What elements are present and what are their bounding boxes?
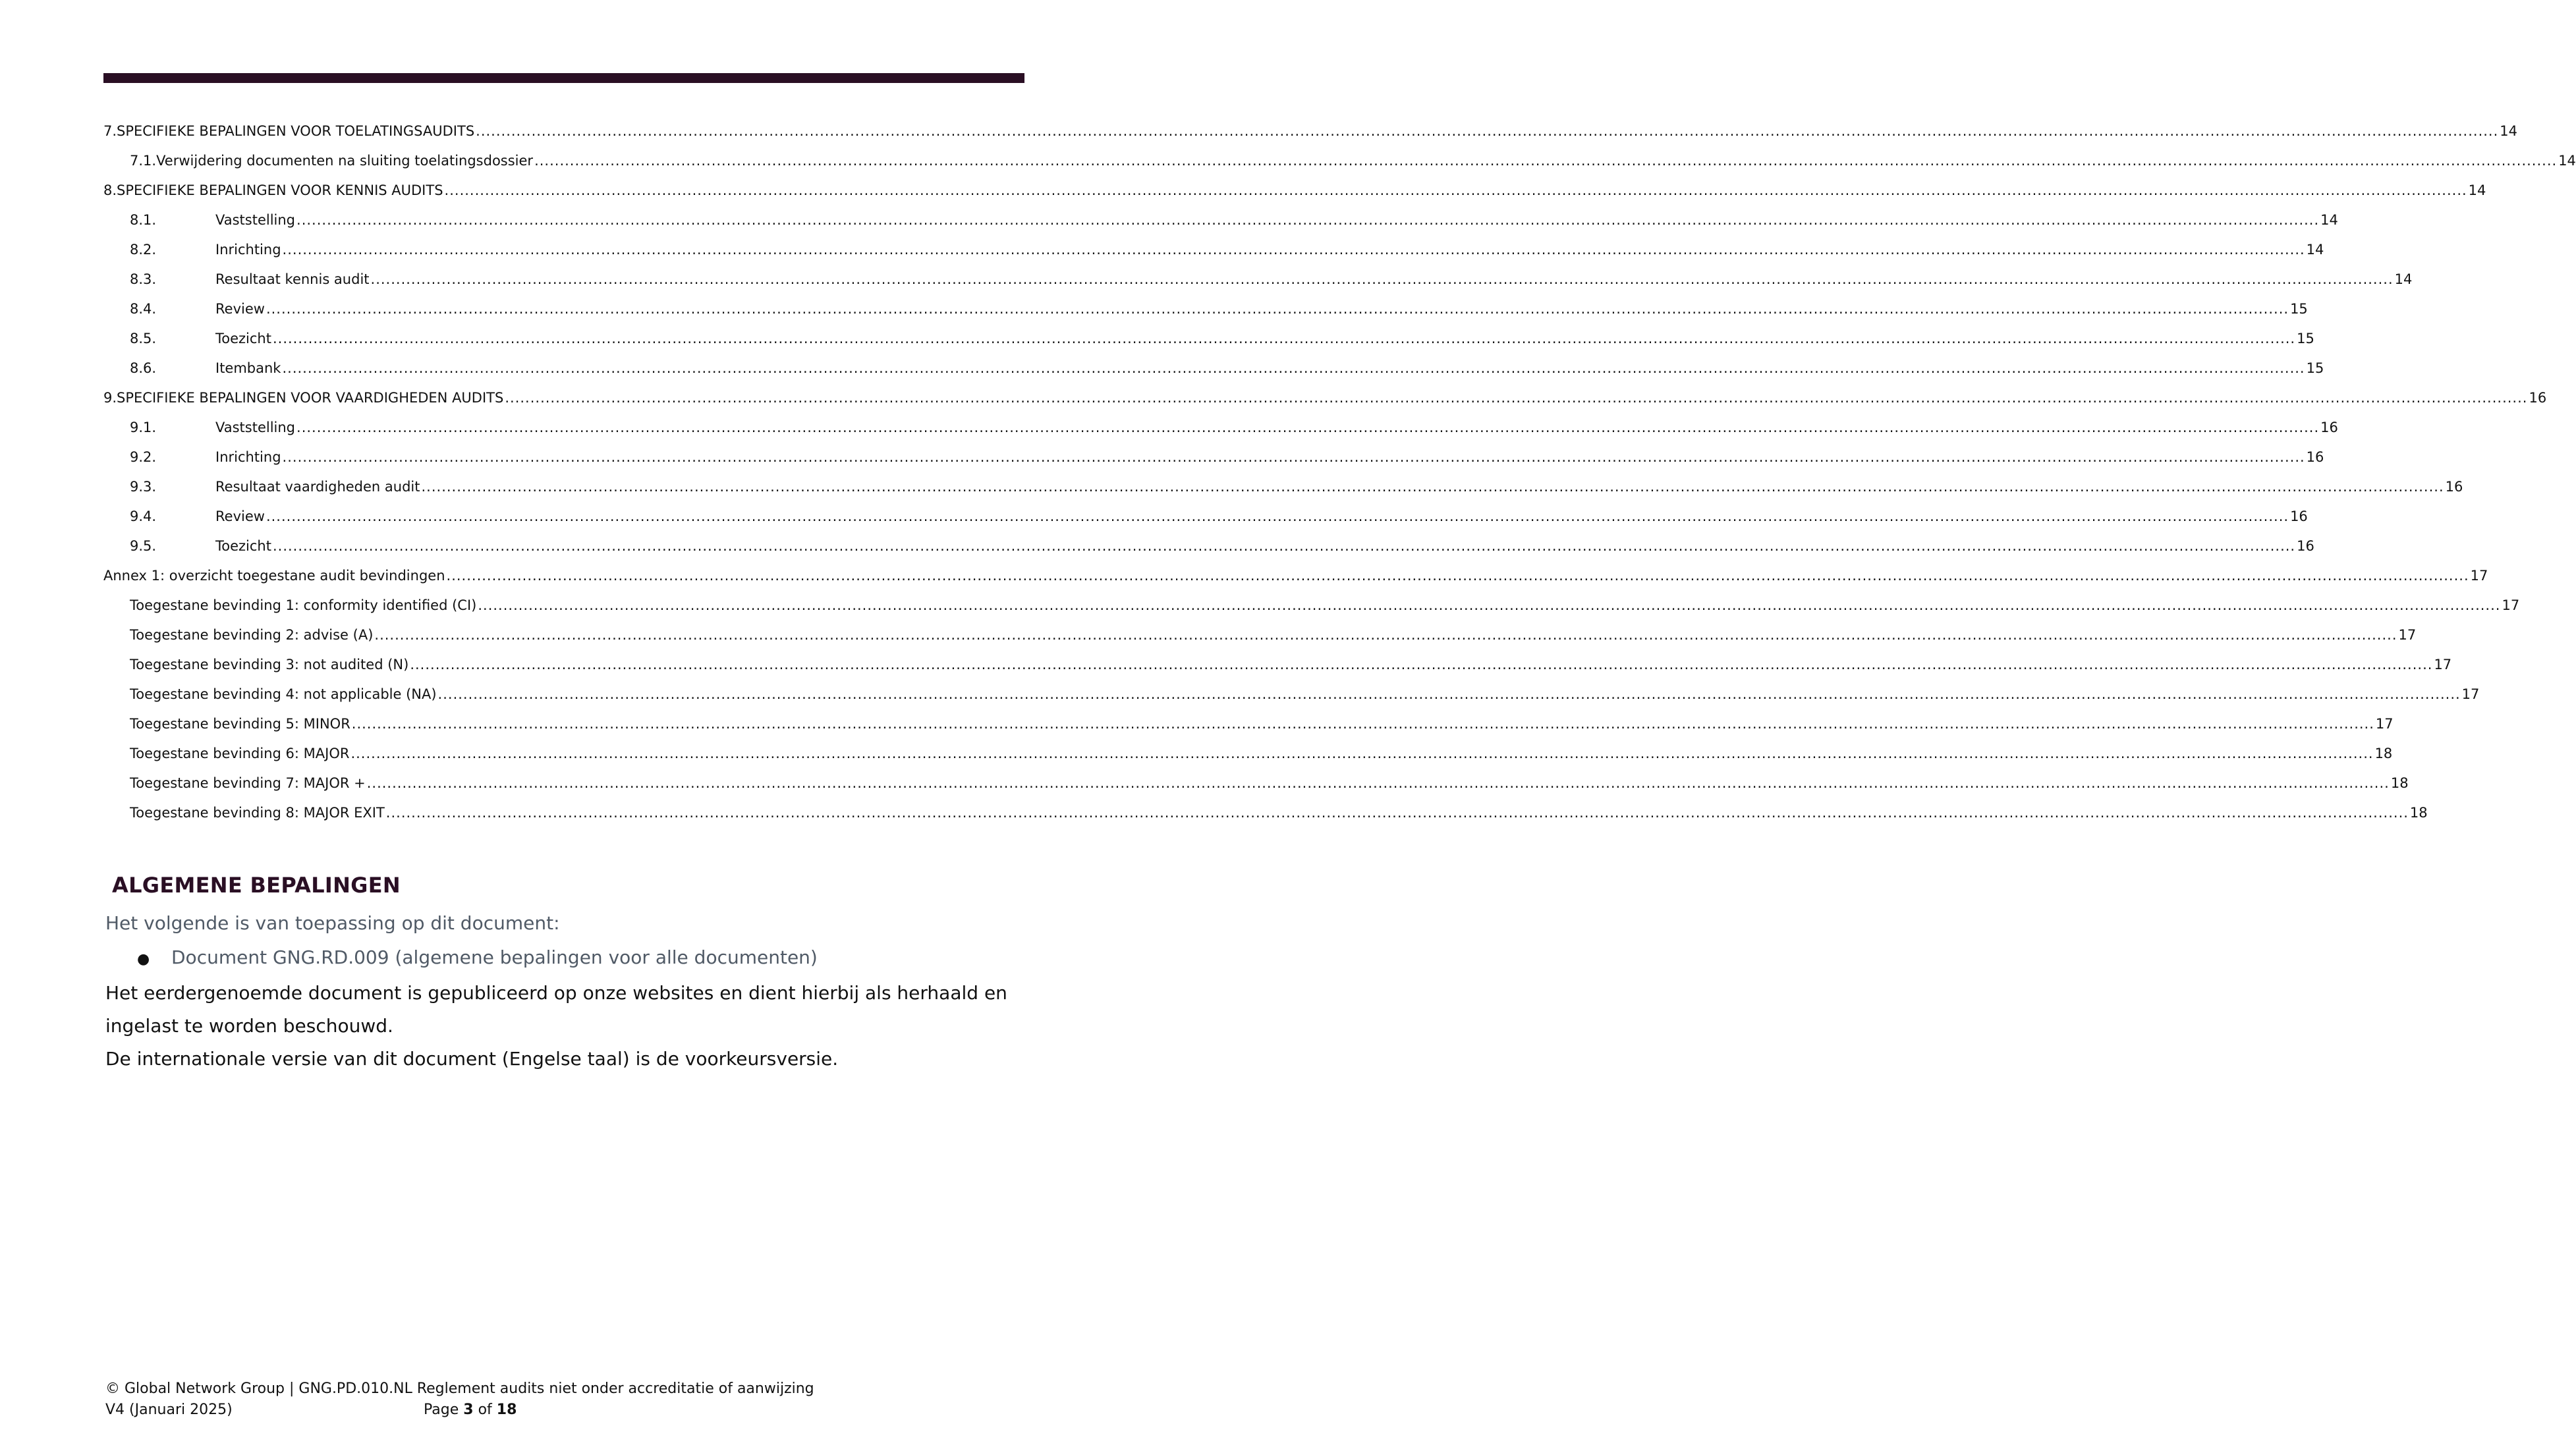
footer xyxy=(105,1379,814,1421)
toc-entry[interactable] xyxy=(103,412,2338,442)
toc-entry[interactable] xyxy=(103,294,2308,323)
toc-leader-dots: ................................................................................................................................................................................................................................................................................................................................................................................................................ xyxy=(366,775,2390,791)
toc-entry[interactable] xyxy=(103,798,2428,827)
toc-entry-page: 18 xyxy=(2374,745,2393,761)
toc-leader-dots: ................................................................................................................................................................................................................................................................................................................................................................................................................ xyxy=(444,182,2467,198)
toc-entry[interactable] xyxy=(103,175,2486,205)
toc-entry[interactable] xyxy=(103,116,2518,146)
toc-entry-page: 18 xyxy=(2409,804,2428,821)
toc-entry-title: Resultaat kennis audit xyxy=(215,271,370,287)
list-item xyxy=(137,946,818,968)
toc-leader-dots: ................................................................................................................................................................................................................................................................................................................................................................................................................ xyxy=(370,271,2394,287)
table-of-contents xyxy=(103,116,2576,827)
toc-entry-title: 7.SPECIFIEKE BEPALINGEN VOOR TOELATINGSAUDITS xyxy=(103,123,475,139)
toc-entry-title: Toegestane bevinding 8: MAJOR EXIT xyxy=(130,804,385,821)
toc-entry[interactable] xyxy=(103,264,2413,294)
toc-entry-title: Toegestane bevinding 1: conformity identified (CI) xyxy=(130,597,477,613)
toc-leader-dots: ................................................................................................................................................................................................................................................................................................................................................................................................................ xyxy=(437,686,2461,702)
toc-leader-dots: ................................................................................................................................................................................................................................................................................................................................................................................................................ xyxy=(410,656,2433,672)
toc-entry-number: 8.4. xyxy=(130,300,157,317)
toc-leader-dots: ................................................................................................................................................................................................................................................................................................................................................................................................................ xyxy=(282,241,2305,258)
page-total: 18 xyxy=(496,1402,517,1418)
toc-entry[interactable] xyxy=(103,383,2547,412)
toc-entry-page: 17 xyxy=(2470,567,2488,584)
toc-entry[interactable] xyxy=(103,590,2520,620)
toc-entry-number: 9.5. xyxy=(130,537,157,554)
toc-leader-dots: ................................................................................................................................................................................................................................................................................................................................................................................................................ xyxy=(374,626,2397,643)
toc-entry-title: Toegestane bevinding 2: advise (A) xyxy=(130,626,374,643)
body-text xyxy=(105,977,1024,1076)
toc-entry-page: 15 xyxy=(2297,330,2314,346)
toc-entry[interactable] xyxy=(103,146,2576,175)
toc-entry-title: Inrichting xyxy=(215,241,281,258)
toc-entry[interactable] xyxy=(103,323,2314,353)
toc-entry-title: Toegestane bevinding 4: not applicable (NA) xyxy=(130,686,437,702)
toc-entry[interactable] xyxy=(103,472,2463,501)
header-rule xyxy=(103,73,1024,83)
toc-leader-dots: ................................................................................................................................................................................................................................................................................................................................................................................................................ xyxy=(272,537,2296,554)
toc-entry-number: 8.5. xyxy=(130,330,157,346)
toc-entry-title: 9.SPECIFIEKE BEPALINGEN VOOR VAARDIGHEDEN AUDITS xyxy=(103,389,504,406)
toc-entry[interactable] xyxy=(103,531,2314,560)
toc-leader-dots: ................................................................................................................................................................................................................................................................................................................................................................................................................ xyxy=(385,804,2409,821)
page-number xyxy=(424,1400,517,1421)
toc-entry[interactable] xyxy=(103,738,2393,768)
toc-entry-page: 17 xyxy=(2502,597,2520,613)
toc-entry-page: 16 xyxy=(2306,449,2324,465)
bullet-icon: ● xyxy=(137,951,150,968)
toc-leader-dots: ................................................................................................................................................................................................................................................................................................................................................................................................................ xyxy=(350,745,2374,761)
toc-entry[interactable] xyxy=(103,234,2324,264)
toc-entry-page: 14 xyxy=(2306,241,2324,258)
toc-entry-title: Toegestane bevinding 3: not audited (N) xyxy=(130,656,409,672)
toc-entry[interactable] xyxy=(103,768,2409,798)
toc-entry-title: Itembank xyxy=(215,360,281,376)
toc-leader-dots: ................................................................................................................................................................................................................................................................................................................................................................................................................ xyxy=(505,389,2528,406)
toc-entry-title: Toegestane bevinding 7: MAJOR + xyxy=(130,775,366,791)
section-heading: ALGEMENE BEPALINGEN xyxy=(112,873,401,898)
toc-leader-dots: ................................................................................................................................................................................................................................................................................................................................................................................................................ xyxy=(272,330,2296,346)
toc-entry-page: 17 xyxy=(2398,626,2417,643)
toc-entry[interactable] xyxy=(103,353,2324,383)
intro-text: Het volgende is van toepassing op dit document: xyxy=(105,912,560,934)
bullet-list xyxy=(137,946,818,968)
toc-entry-title: Vaststelling xyxy=(215,211,296,228)
toc-entry-page: 18 xyxy=(2390,775,2409,791)
toc-entry-page: 16 xyxy=(2297,537,2314,554)
toc-entry-page: 14 xyxy=(2320,211,2338,228)
toc-entry-page: 15 xyxy=(2306,360,2324,376)
toc-leader-dots: ................................................................................................................................................................................................................................................................................................................................................................................................................ xyxy=(446,567,2469,584)
toc-entry-title: 8.SPECIFIEKE BEPALINGEN VOOR KENNIS AUDITS xyxy=(103,182,443,198)
page-current: 3 xyxy=(463,1402,474,1418)
toc-entry-number: 8.2. xyxy=(130,241,157,258)
toc-entry[interactable] xyxy=(103,205,2338,234)
toc-entry[interactable] xyxy=(103,501,2308,531)
toc-leader-dots: ................................................................................................................................................................................................................................................................................................................................................................................................................ xyxy=(534,152,2558,169)
toc-entry-number: 9.2. xyxy=(130,449,157,465)
toc-entry-title: Toegestane bevinding 6: MAJOR xyxy=(130,745,350,761)
toc-entry-page: 16 xyxy=(2445,478,2463,495)
toc-entry-page: 16 xyxy=(2529,389,2547,406)
footer-version: V4 (Januari 2025) xyxy=(105,1402,233,1418)
toc-entry[interactable] xyxy=(103,649,2452,679)
toc-entry-page: 14 xyxy=(2558,152,2576,169)
paragraph: Het eerdergenoemde document is gepubliceerd op onze websites en dient hierbij als herhaald en ingelast te worden beschouwd. xyxy=(105,982,1007,1037)
toc-entry-page: 15 xyxy=(2290,300,2308,317)
page-of: of xyxy=(473,1402,497,1418)
toc-entry-title: Resultaat vaardigheden audit xyxy=(215,478,420,495)
toc-entry-number: 8.1. xyxy=(130,211,157,228)
list-item-text: Document GNG.RD.009 (algemene bepalingen voor alle documenten) xyxy=(171,946,818,968)
toc-entry-page: 17 xyxy=(2434,656,2452,672)
toc-leader-dots: ................................................................................................................................................................................................................................................................................................................................................................................................................ xyxy=(421,478,2444,495)
toc-entry[interactable] xyxy=(103,709,2394,738)
toc-entry[interactable] xyxy=(103,560,2488,590)
toc-entry[interactable] xyxy=(103,679,2480,709)
toc-entry-page: 17 xyxy=(2375,715,2394,732)
toc-entry-page: 16 xyxy=(2320,419,2338,435)
toc-entry-page: 17 xyxy=(2461,686,2480,702)
toc-leader-dots: ................................................................................................................................................................................................................................................................................................................................................................................................................ xyxy=(266,300,2289,317)
toc-leader-dots: ................................................................................................................................................................................................................................................................................................................................................................................................................ xyxy=(351,715,2374,732)
footer-copyright: © Global Network Group | GNG.PD.010.NL Reglement audits niet onder accreditatie of aanwijzing xyxy=(105,1381,814,1397)
toc-entry-number: 8.6. xyxy=(130,360,157,376)
toc-entry-title: 7.1.Verwijdering documenten na sluiting toelatingsdossier xyxy=(130,152,534,169)
toc-leader-dots: ................................................................................................................................................................................................................................................................................................................................................................................................................ xyxy=(296,211,2320,228)
toc-entry-title: Toezicht xyxy=(215,537,271,554)
page-prefix: Page xyxy=(424,1402,464,1418)
toc-entry-number: 9.4. xyxy=(130,508,157,524)
toc-leader-dots: ................................................................................................................................................................................................................................................................................................................................................................................................................ xyxy=(266,508,2289,524)
toc-entry-title: Vaststelling xyxy=(215,419,296,435)
toc-entry-page: 14 xyxy=(2394,271,2413,287)
toc-entry-title: Review xyxy=(215,508,265,524)
paragraph: De internationale versie van dit document (Engelse taal) is de voorkeursversie. xyxy=(105,1048,839,1070)
toc-entry[interactable] xyxy=(103,442,2324,472)
toc-entry-page: 16 xyxy=(2290,508,2308,524)
toc-entry[interactable] xyxy=(103,620,2417,649)
toc-entry-page: 14 xyxy=(2468,182,2486,198)
toc-leader-dots: ................................................................................................................................................................................................................................................................................................................................................................................................................ xyxy=(296,419,2320,435)
toc-entry-number: 8.3. xyxy=(130,271,157,287)
toc-entry-title: Review xyxy=(215,300,265,317)
toc-entry-page: 14 xyxy=(2500,123,2518,139)
toc-entry-number: 9.3. xyxy=(130,478,157,495)
toc-entry-title: Toegestane bevinding 5: MINOR xyxy=(130,715,350,732)
toc-entry-number: 9.1. xyxy=(130,419,157,435)
toc-entry-title: Toezicht xyxy=(215,330,271,346)
toc-leader-dots: ................................................................................................................................................................................................................................................................................................................................................................................................................ xyxy=(478,597,2501,613)
toc-entry-title: Annex 1: overzicht toegestane audit bevindingen xyxy=(103,567,445,584)
toc-leader-dots: ................................................................................................................................................................................................................................................................................................................................................................................................................ xyxy=(476,123,2499,139)
toc-entry-title: Inrichting xyxy=(215,449,281,465)
toc-leader-dots: ................................................................................................................................................................................................................................................................................................................................................................................................................ xyxy=(282,449,2305,465)
toc-leader-dots: ................................................................................................................................................................................................................................................................................................................................................................................................................ xyxy=(282,360,2305,376)
